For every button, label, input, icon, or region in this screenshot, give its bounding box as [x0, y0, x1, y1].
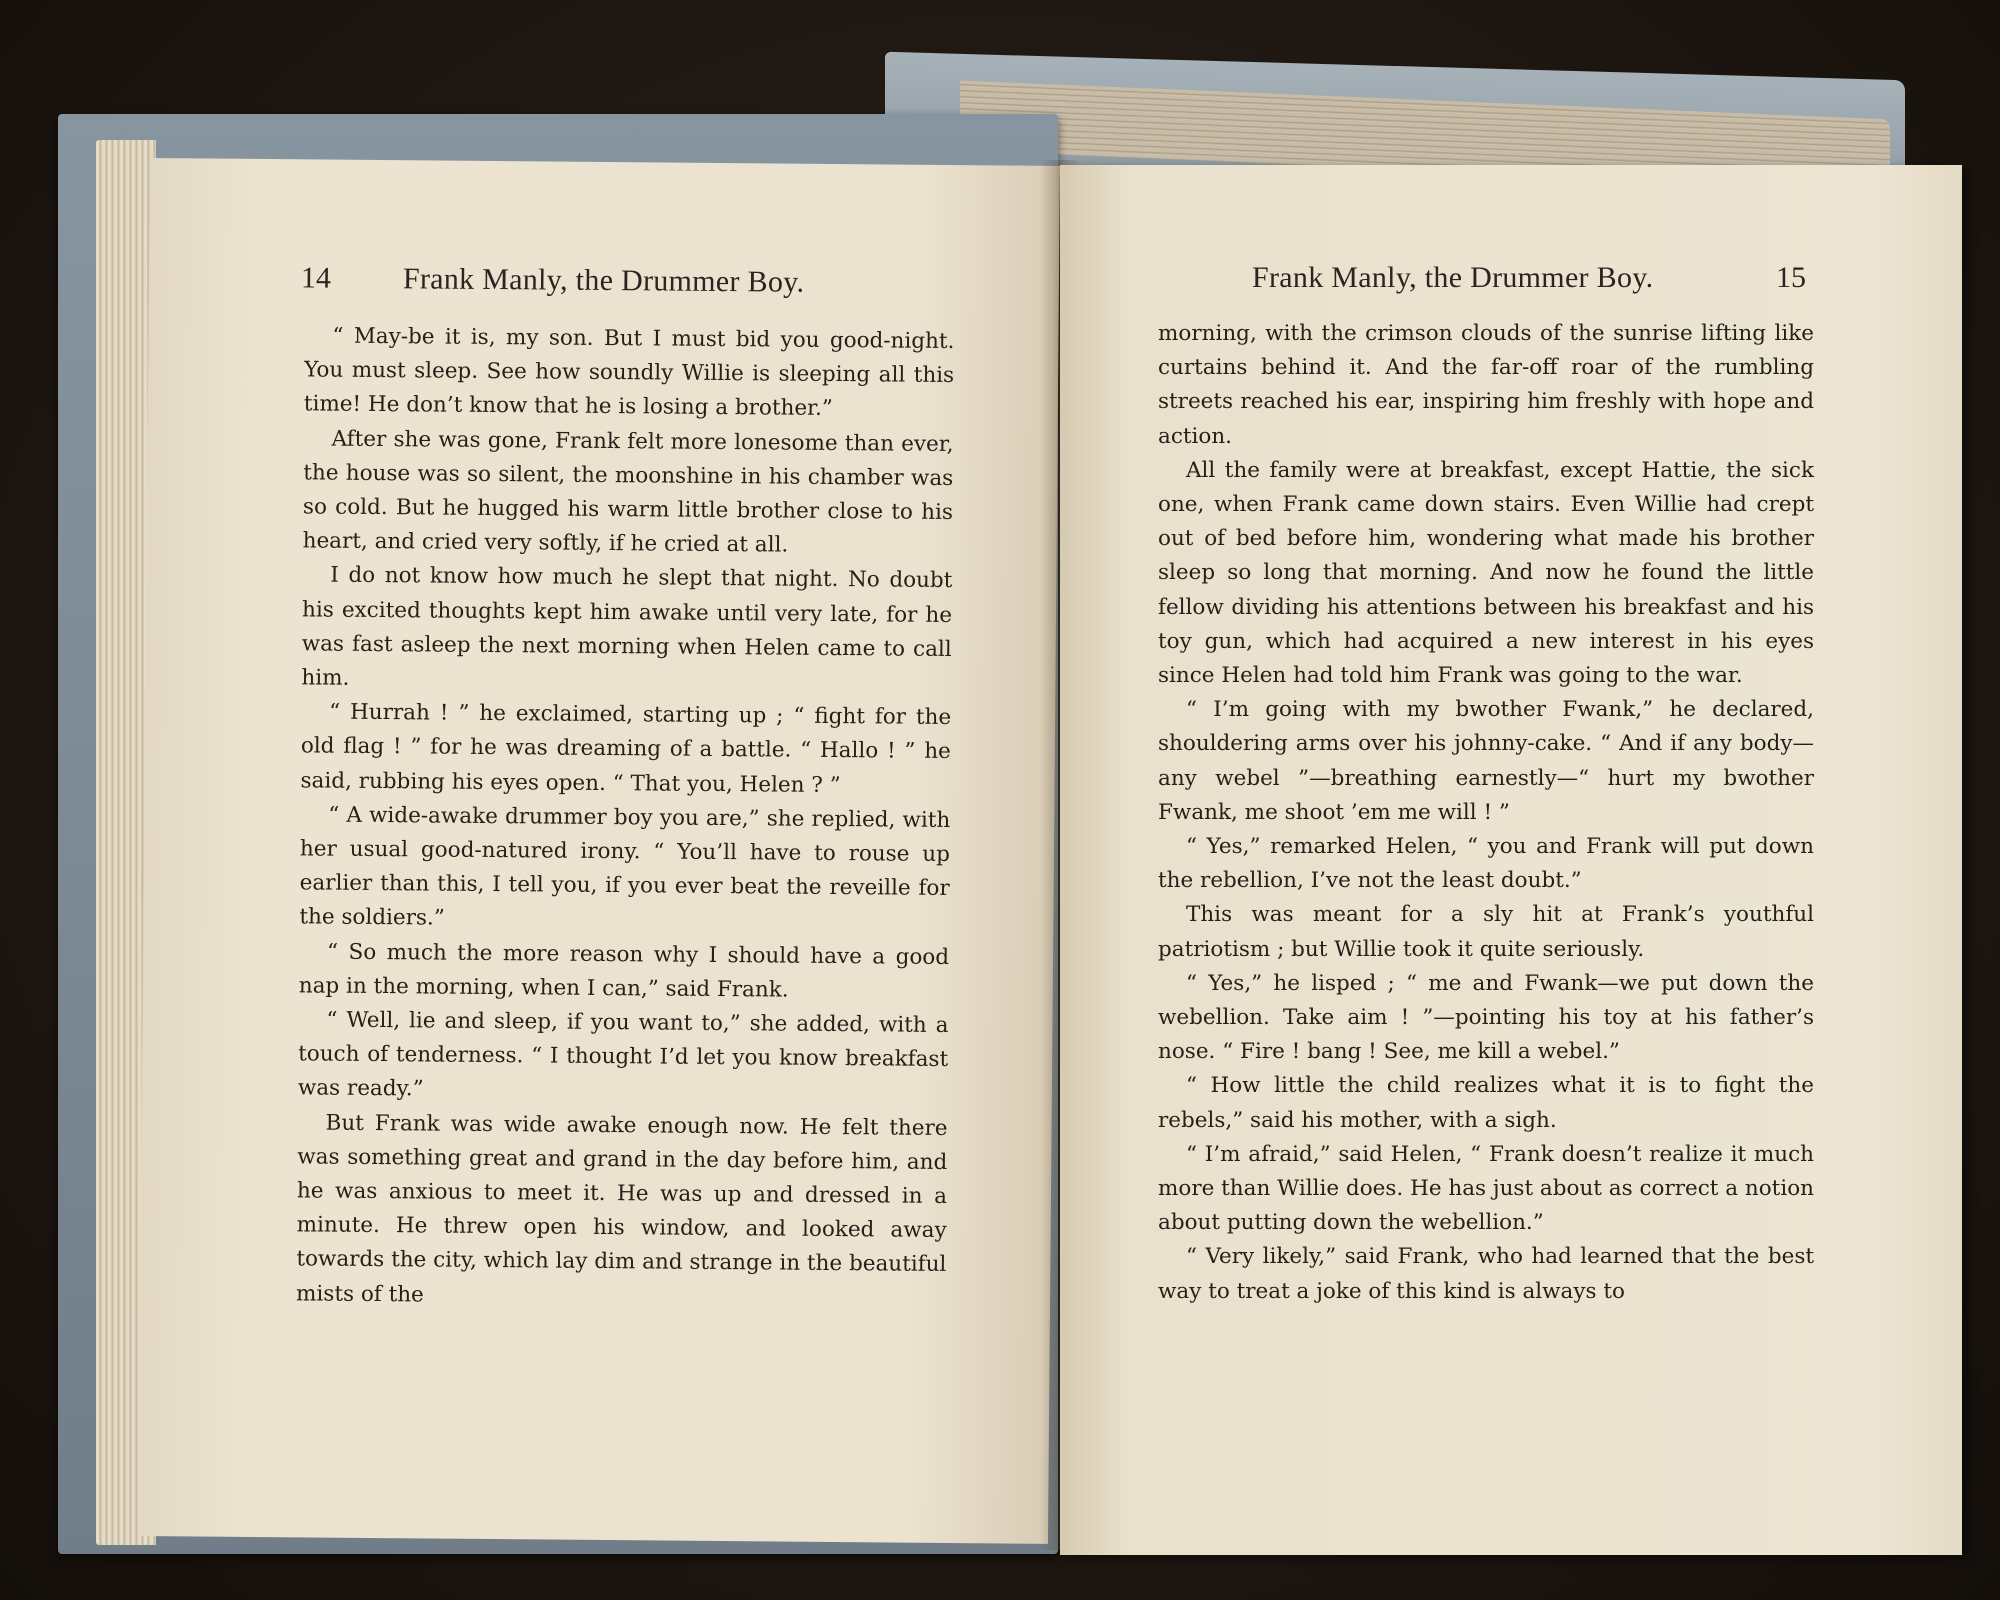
paragraph: “ Very likely,” said Frank, who had learned that the best way to treat a joke of this kind is always to: [1158, 1244, 1814, 1304]
paragraph: “ How little the child realizes what it is to fight the rebels,” said his mother, with a sigh.: [1158, 1073, 1814, 1133]
left-page: [138, 158, 1060, 1544]
paragraph: “ So much the more reason why I should have a good nap in the morning, when I can,” said Frank.: [298, 939, 950, 1003]
left-page-number: 14: [300, 261, 332, 295]
paragraph: “ Yes,” remarked Helen, “ you and Frank will put down the rebellion, I’ve not the least doubt.”: [1158, 834, 1814, 894]
right-page: [1060, 165, 1962, 1555]
paragraph: “ I’m afraid,” said Helen, “ Frank doesn’t realize it much more than Willie does. He has just about as correct a notion about putting down the webellion.”: [1158, 1141, 1814, 1236]
paragraph: “ Hurrah ! ” he exclaimed, starting up ; “ fight for the old flag ! ” for he was dreaming of a battle. “ Hallo ! ” he said, rubbing his eyes open. “ That you, Helen ? ”: [300, 699, 952, 798]
right-page-number: 15: [1776, 261, 1806, 294]
paragraph: “ Yes,” he lisped ; “ me and Fwank—we put down the webellion. Take aim ! ”—pointing his toy at his father’s nose. “ Fire ! bang ! See, me kill a webel.”: [1158, 970, 1814, 1065]
paragraph: After she was gone, Frank felt more lonesome than ever, the house was so silent, the moonshine in his chamber was so cold. But he hugged his warm little brother close to his heart, and cried very softly, if he cried at all.: [302, 426, 954, 558]
paragraph: morning, with the crimson clouds of the sunrise lifting like curtains behind it. And the far-off roar of the rumbling streets reached his ear, inspiring him freshly with hope and action.: [1158, 321, 1814, 449]
left-page-body: [296, 319, 955, 1317]
left-page-header: [149, 158, 1059, 299]
paragraph: “ Well, lie and sleep, if you want to,” she added, with a touch of tenderness. “ I thought I’d let you know breakfast was ready.”: [297, 1007, 949, 1102]
paragraph: All the family were at breakfast, except Hattie, the sick one, when Frank came down stairs. Even Willie had crept out of bed before him, wondering what made his brother sleep so long that morning. And now he found the little fellow dividing his attentions between his breakfast and his toy gun, which had acquired a new interest in his eyes since Helen had told him Frank was going to the war.: [1158, 457, 1814, 689]
paragraph: I do not know how much he slept that night. No doubt his excited thoughts kept him awake until very late, for he was fast asleep the next morning when Helen came to call him.: [301, 563, 953, 691]
right-page-header: [1060, 165, 1962, 294]
paragraph: “ I’m going with my bwother Fwank,” he declared, shouldering arms over his johnny-cake. “ And if any body—any webel ”—breathing earnestly—“ hurt my bwother Fwank, me shoot ’em me will ! ”: [1158, 697, 1814, 825]
paragraph: But Frank was wide awake enough now. He felt there was something great and grand in the day before him, and he was anxious to meet it. He was up and dressed in a minute. He threw open his window, and looked away towards the city, which lay dim and strange in the beautiful mists of the: [295, 1110, 948, 1308]
right-running-title: Frank Manly, the Drummer Boy.: [1252, 261, 1654, 294]
right-page-body: [1158, 317, 1814, 1309]
paragraph: “ May-be it is, my son. But I must bid you good-night. You must sleep. See how soundly Willie is sleeping all this time! He don’t know that he is losing a brother.”: [303, 323, 955, 422]
left-running-title: Frank Manly, the Drummer Boy.: [402, 262, 805, 299]
paragraph: This was meant for a sly hit at Frank’s youthful patriotism ; but Willie took it quite seriously.: [1158, 902, 1814, 962]
paragraph: “ A wide-awake drummer boy you are,” she replied, with her usual good-natured irony. “ You’ll have to rouse up earlier than this, I tell you, if you ever beat the reveille for the soldiers.”: [299, 802, 951, 932]
